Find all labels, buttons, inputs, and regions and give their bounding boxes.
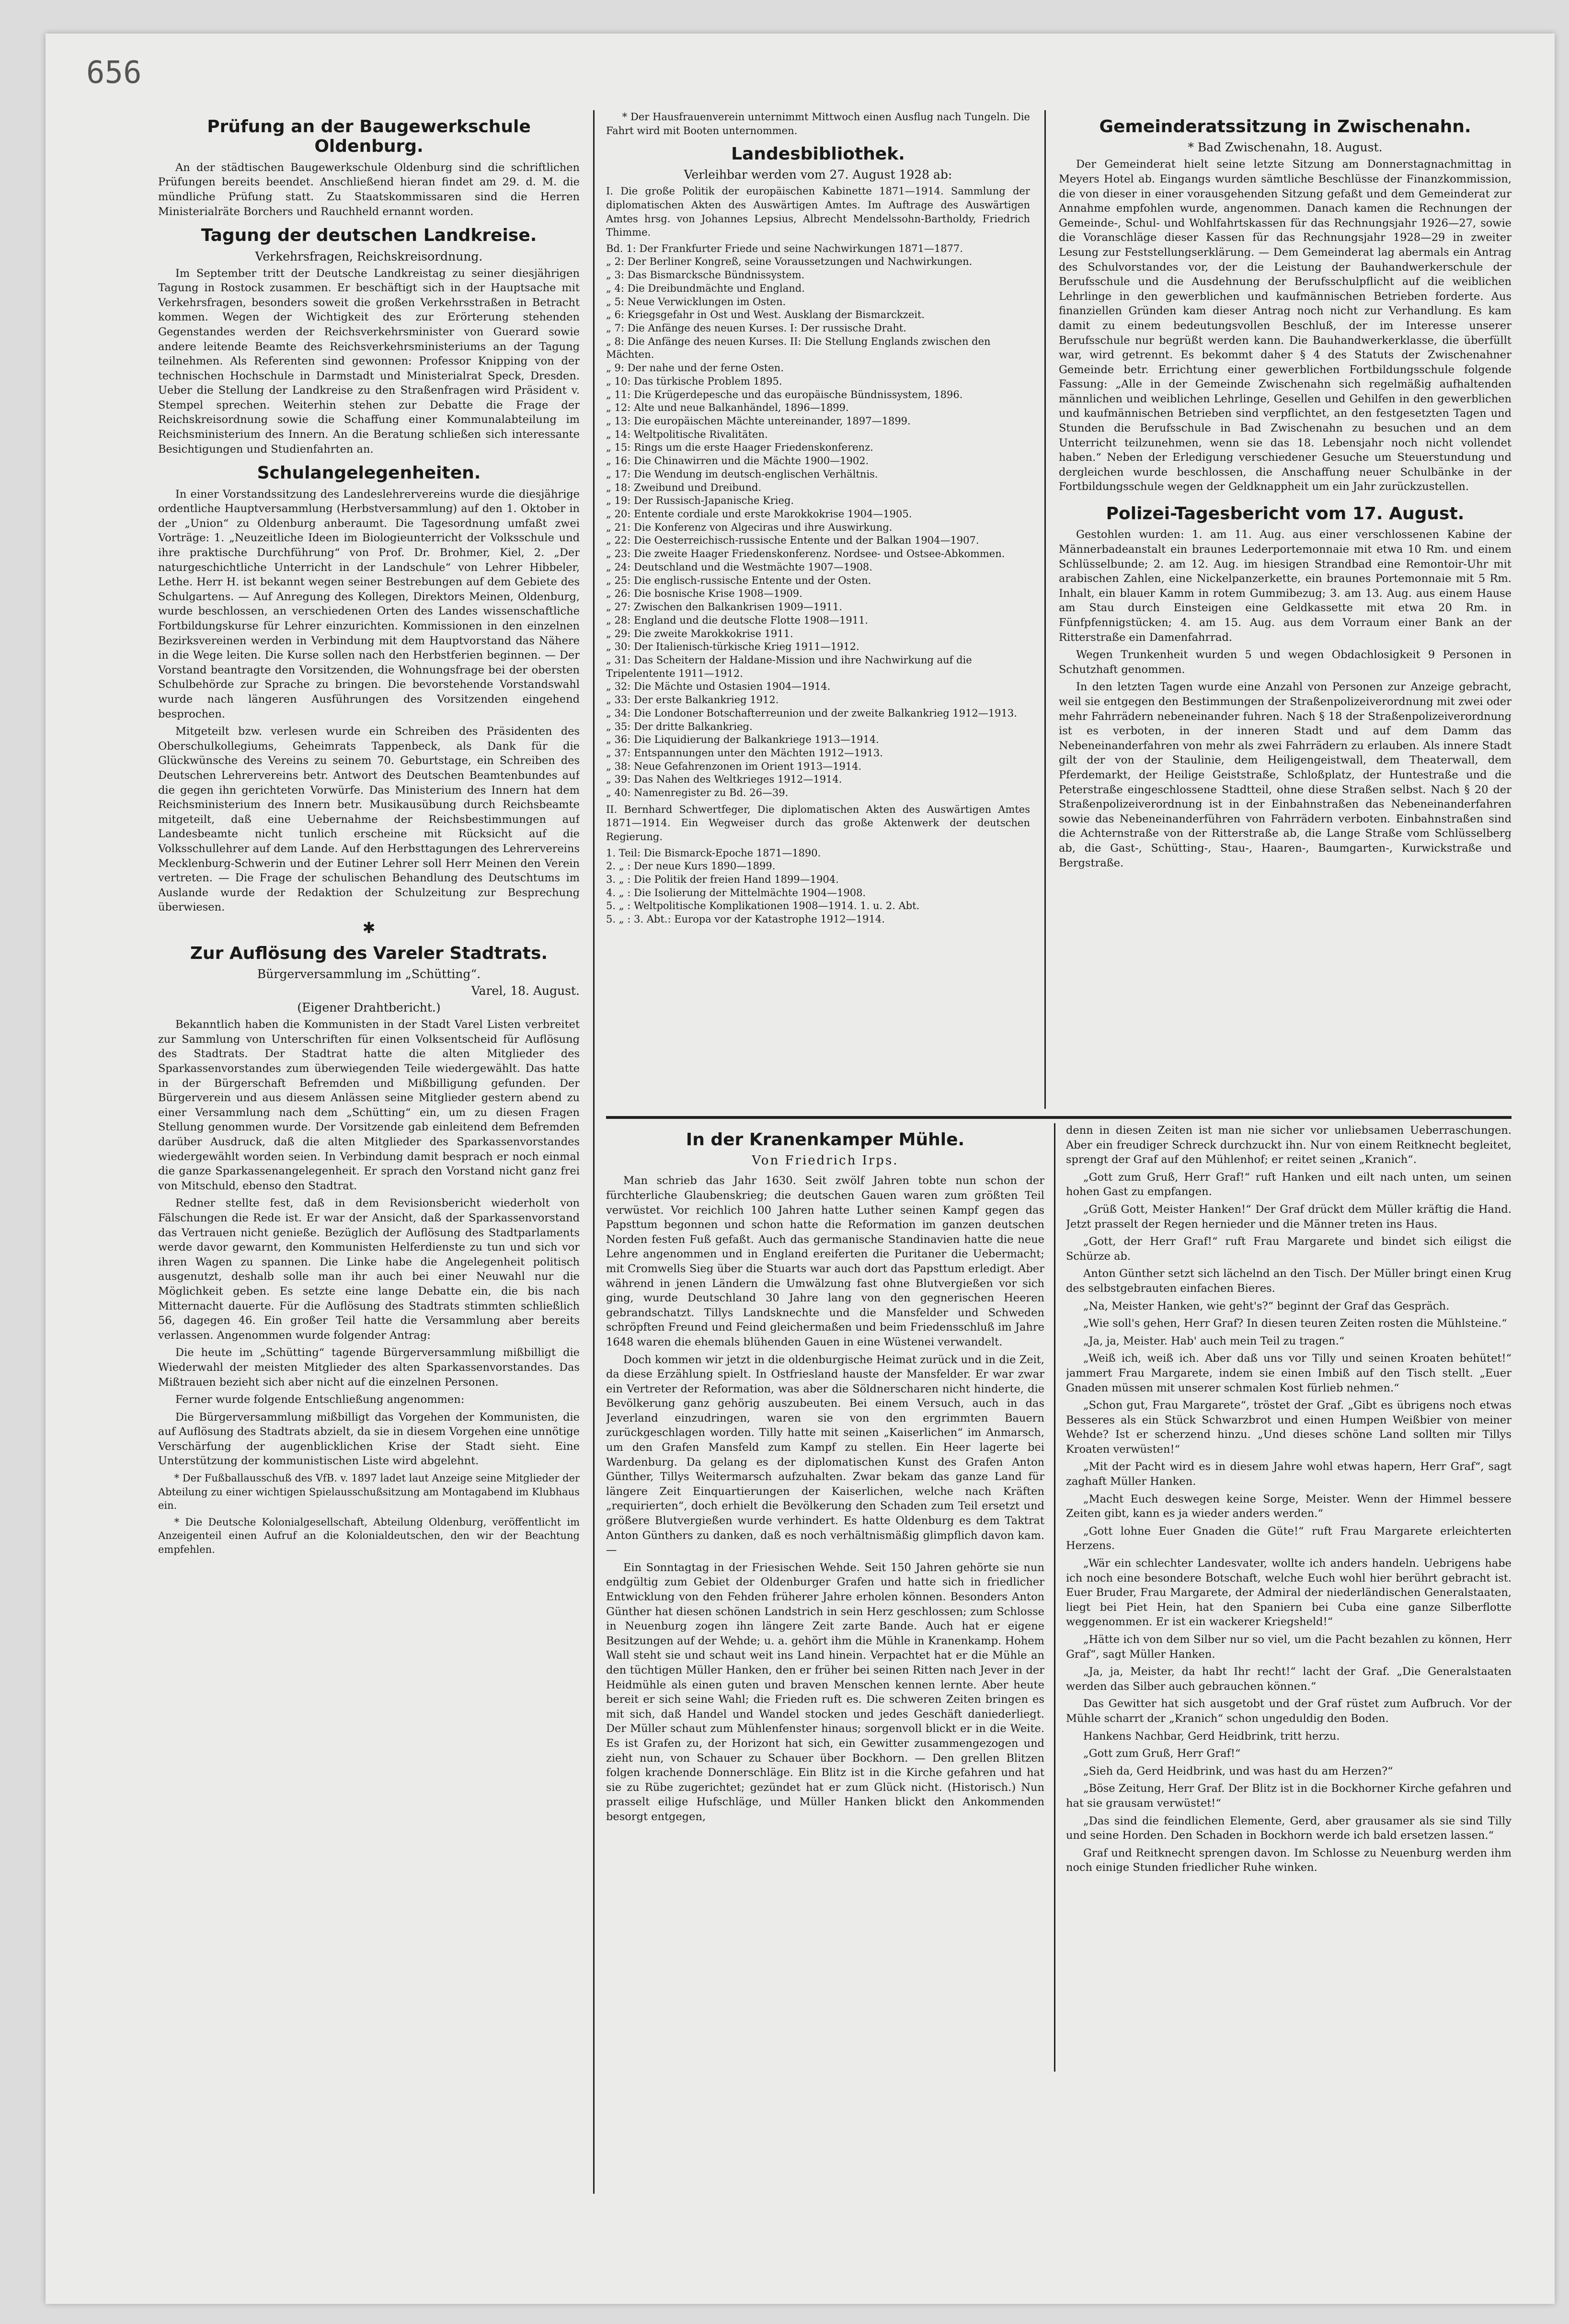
list-item: „ 14: Weltpolitische Rivalitäten.	[606, 428, 768, 440]
article-text: In einer Vorstandssitzung des Landeslehrervereins wurde die diesjährige ordentliche Hauptversammlung (Herbstversammlung) auf den 1. Oktober in der „Union“ zu Oldenburg anberaumt. Die Tagesordnung umfaßt zwei Vorträge: 1. „Neuzeitliche Ideen im Biologieunterricht der Volksschule und ihre praktische Durchführung“ von Prof. Dr. Brohmer, Kiel, 2. „Der naturgeschichtliche Unterricht in der Landschule“ von Lehrer Hibbeler, Lethe. Herr H. ist bekannt wegen seiner Bestrebungen auf dem Gebiete des Schulgartens. — Auf Anregung des Kollegen, Direktors Meinen, Oldenburg, wurde beschlossen, an verschiedenen Orten des Landes wissenschaftliche Fortbildungskurse für Lehrer einzurichten. Kommissionen in den einzelnen Bezirksvereinen werden in Verbindung mit dem Hauptvorstand das Nähere in die Wege leiten. Die Kurse sollen nach den Herbstferien beginnen. — Der Vorstand beantragte den Vorsitzenden, die Wohnungsfrage bei der obersten Schulbehörde zur Sprache zu bringen. Die bevorstehende Vorstandswahl wurde nach längeren Ausführungen des Vorsitzenden eingehend besprochen.	[158, 488, 580, 720]
story-text: denn in diesen Zeiten ist man nie sicher vor unliebsamen Ueberraschungen. Aber ein freudiger Schreck durchzuckt ihn. Nur von einem Reitknecht begleitet, sprengt der Graf auf den Mühlenhof; er reitet seinen „Kranich“.	[1066, 1124, 1512, 1166]
article-text: Redner stellte fest, daß in dem Revisionsbericht wiederholt von Fälschungen die Rede ist. Er war der Ansicht, daß der Sparkassenvorstand das Vertrauen nicht genieße. Bezüglich der Auflösung des Stadtparlaments werde davor gewarnt, den Kommunisten Helferdienste zu tun und sich vor ihren Wagen zu spannen. Die Linke habe die Angelegenheit politisch ausgenutzt, deshalb solle man ihr auch bei einer Neuwahl nur die Möglichkeit geben. Es setzte eine lange Debatte ein, die bis nach Mitternacht dauerte. Für die Auflösung des Stadtrats stimmten schließlich 56, dagegen 46. Ein großer Teil hatte die Versammlung aber bereits verlassen. Angenommen wurde folgender Antrag:	[158, 1197, 580, 1342]
list-item: „ 11: Die Krügerdepesche und das europäische Bündnissystem, 1896.	[606, 388, 963, 400]
list-item: „ 13: Die europäischen Mächte untereinander, 1897—1899.	[606, 415, 911, 427]
article-title: Landesbibliothek.	[731, 144, 905, 164]
article-title: Schulangelegenheiten.	[257, 463, 481, 483]
list-item: „ 31: Das Scheitern der Haldane-Mission und ihre Nachwirkung auf die Tripelentente 1911—1912.	[606, 654, 972, 679]
list-item: „ 15: Rings um die erste Haager Friedenskonferenz.	[606, 442, 873, 454]
column-rule-2	[1044, 110, 1046, 1109]
list-item: „ 28: England und die deutsche Flotte 1908—1911.	[606, 614, 869, 626]
list-item: „ 34: Die Londoner Botschafterreunion und der zweite Balkankrieg 1912—1913.	[606, 707, 1017, 719]
list-item: „ 35: Der dritte Balkankrieg.	[606, 720, 753, 732]
story-text: „Weiß ich, weiß ich. Aber daß uns vor Tilly und seinen Kroaten behütet!“ jammert Frau Margarete, indem sie einen Imbiß auf den Tisch stellt. „Euer Gnaden müssen mit unserer schmalen Kost fürlieb nehmen.“	[1066, 1352, 1512, 1394]
list-item: 3. „ : Die Politik der freien Hand 1899—1904.	[606, 873, 839, 885]
article-text: Bekanntlich haben die Kommunisten in der Stadt Varel Listen verbreitet zur Sammlung von Unterschriften für einen Volksentscheid für Auflösung des Stadtrats. Der Stadtrat hatte die alten Mitglieder des Sparkassenvorstandes zum überwiegenden Teile wiedergewählt. Das hatte in der Bürgerschaft Befremden und Mißbilligung gefunden. Der Bürgerverein und aus diesem Anlässen seine Mitglieder gestern abend zu einer Versammlung nach dem „Schütting“ ein, um zu diesen Fragen Stellung genommen wurde. Der Vorsitzende gab einleitend dem Befremden darüber Ausdruck, daß die alten Mitglieder des Sparkassenvorstandes wiedergewählt worden seien. In Verbindung damit besprach er noch einmal die ganze Sparkassenangelegenheit. Er sprach den Vorstand nicht ganz frei von Mitschuld, ebenso den Stadtrat.	[158, 1018, 580, 1192]
list-item: „ 5: Neue Verwicklungen im Osten.	[606, 296, 786, 308]
story-text: „Schon gut, Frau Margarete“, tröstet der Graf. „Gibt es übrigens noch etwas Besseres als ein Stück Schwarzbrot und einen Humpen Weißbier von meiner Wehde? Ist er scherzend hinzu. „Und dieses schöne Land sollten mir Tillys Kroaten verwüsten!“	[1066, 1399, 1512, 1456]
story-text: „Gott, der Herr Graf!“ ruft Frau Margarete und bindet sich eiligst die Schürze ab.	[1066, 1235, 1512, 1263]
article-title: Tagung der deutschen Landkreise.	[201, 226, 537, 246]
list-item: Bd. 1: Der Frankfurter Friede und seine Nachwirkungen 1871—1877.	[606, 242, 963, 254]
article-text: Wegen Trunkenheit wurden 5 und wegen Obdachlosigkeit 9 Personen in Schutzhaft genommen.	[1059, 649, 1512, 676]
list-item: „ 30: Der Italienisch-türkische Krieg 1911—1912.	[606, 641, 859, 653]
story-text: „Wie soll's gehen, Herr Graf? In diesen teuren Zeiten rosten die Mühlsteine.“	[1083, 1317, 1507, 1330]
article-text: An der städtischen Baugewerkschule Oldenburg sind die schriftlichen Prüfungen bereits beendet. Anschließend hieran findet am 29. d. M. die mündliche Prüfung statt. Zu Staatskommissaren sind die Herren Ministerialräte Borchers und Rauchheld ernannt worden.	[158, 161, 580, 218]
article-text: Mitgeteilt bzw. verlesen wurde ein Schreiben des Präsidenten des Oberschulkollegiums, Geheimrats Tappenbeck, als Dank für die Glückwünsche des Vereins zu seinem 70. Geburtstage, ein Schreiben des Deutschen Lehrervereins betr. Antwort des Deutschen Beamtenbundes auf die gegen ihn gerichteten Vorwürfe. Das Ministerium des Innern hat dem Reichsministerium des Innern betr. Musikausübung durch Reichsbeamte mitgeteilt, daß eine Uebernahme der Reichsbestimmungen auf Landesbeamte nicht tunlich erscheine mit Rücksicht auf die Volksschullehrer auf dem Lande. Auf den Herbsttagungen des Lehrervereins Mecklenburg-Schwerin und der Eutiner Lehrer soll Herr Meinen den Verein vertreten. — Die Frage der schulischen Behandlung des Deutschtums im Auslande wurde der Redaktion der Schulzeitung zur Besprechung überwiesen.	[158, 725, 580, 914]
list-item: „ 20: Entente cordiale und erste Marokkokrise 1904—1905.	[606, 508, 912, 520]
article-title: Prüfung an der Baugewerkschule Oldenburg.	[207, 117, 531, 157]
story-text: Hankens Nachbar, Gerd Heidbrink, tritt herzu.	[1083, 1730, 1340, 1743]
list-item: „ 27: Zwischen den Balkankrisen 1909—1911.	[606, 601, 842, 613]
list-item: „ 10: Das türkische Problem 1895.	[606, 375, 782, 387]
list-item: „ 23: Die zweite Haager Friedenskonferenz. Nordsee- und Ostsee-Abkommen.	[606, 548, 1005, 560]
story-author: Von Friedrich Irps.	[752, 1153, 899, 1168]
list-item: „ 33: Der erste Balkankrieg 1912.	[606, 694, 779, 706]
column-right	[1059, 110, 1512, 1106]
article-title: Polizei-Tagesbericht vom 17. August.	[1106, 504, 1465, 524]
list-item: „ 3: Das Bismarcksche Bündnissystem.	[606, 269, 805, 281]
column-rule-1	[593, 110, 595, 2194]
list-item: „ 32: Die Mächte und Ostasien 1904—1914.	[606, 681, 831, 693]
story-text: „Böse Zeitung, Herr Graf. Der Blitz ist in die Bockhorner Kirche gefahren und hat sie grausam verwüstet!“	[1066, 1782, 1512, 1810]
article-text: In den letzten Tagen wurde eine Anzahl von Personen zur Anzeige gebracht, weil sie entgegen den Bestimmungen der Straßenpolizeiverordnung mit zwei oder mehr Fahrrädern nebeneinander fuhren. Nach § 18 der Straßenpolizeiverordnung ist es verboten, in der inneren Stadt und auf dem Damm das Nebeneinanderfahren von mehr als zwei Fahrrädern zu erlauben. Als innere Stadt gilt der von der Staulinie, dem Heiligengeistwall, dem Theaterwall, dem Pferdemarkt, der Heilige Geiststraße, Schloßplatz, der Huntestraße und die Peterstraße eingeschlossene Stadtteil, ohne diese Straßen selbst. Nach § 20 der Straßenpolizeiverordnung ist in der Einbahnstraßen das Nebeneinanderfahren sowie das Nebeneinanderführen von Fahrrädern verboten. Einbahnstraßen sind die Achternstraße von der Ritterstraße ab, die Lange Straße vom Schlüsselberg ab, die Gast-, Schütting-, Stau-, Haaren-, Baumgarten-, Kurwickstraße und Bergstraße.	[1059, 681, 1512, 869]
story-text: „Ja, ja, Meister, da habt Ihr recht!“ lacht der Graf. „Die Generalstaaten werden das Silber auch gebrauchen können.“	[1066, 1665, 1512, 1693]
column-middle	[606, 110, 1030, 1106]
list-item: „ 36: Die Liquidierung der Balkankriege 1913—1914.	[606, 734, 879, 746]
story-text: „Macht Euch deswegen keine Sorge, Meister. Wenn der Himmel bessere Zeiten gibt, kann es ja wieder anders werden.“	[1066, 1492, 1512, 1520]
column-left	[158, 110, 580, 2194]
story-text: Man schrieb das Jahr 1630. Seit zwölf Jahren tobte nun schon der fürchterliche Glaubenskrieg; die deutschen Gauen waren zum größten Teil verwüstet. Vor reichlich 100 Jahren hatte Luther seinen Kampf gegen das Papsttum begonnen und schon hatte die Reformation im ganzen deutschen Norden festen Fuß gefaßt. Auch das germanische Standinavien hatte die neue Lehre angenommen und in England ereiferten die Puritaner die Uebermacht; mit Cromwells Sieg über die Stuarts war auch dort das Papsttum erledigt. Aber während in jenen Ländern die Umwälzung fast ohne Blutvergießen vor sich ging, wurde Deutschland 30 Jahre lang von den gegnerischen Heeren gebrandschatzt. Tillys Landsknechte und die Mansfelder und Schweden schröpften Freund und Feind gleichermaßen und beim Friedensschluß im Jahre 1648 waren die ehemals blühenden Gauen in eine Wüstenei verwandelt.	[606, 1174, 1044, 1348]
story-text: Das Gewitter hat sich ausgetobt und der Graf rüstet zum Aufbruch. Vor der Mühle scharrt der „Kranich“ schon ungeduldig den Boden.	[1066, 1697, 1512, 1725]
horizontal-rule	[606, 1116, 1512, 1119]
list-item: „ 12: Alte und neue Balkanhändel, 1896—1899.	[606, 402, 849, 414]
list-item: „ 2: Der Berliner Kongreß, seine Voraussetzungen und Nachwirkungen.	[606, 256, 973, 268]
story-text: „Sieh da, Gerd Heidbrink, und was hast du am Herzen?“	[1083, 1765, 1393, 1777]
notice: * Der Hausfrauenverein unternimmt Mittwoch einen Ausflug nach Tungeln. Die Fahrt wird mit Booten unternommen.	[606, 111, 1030, 137]
list-item: „ 22: Die Oesterreichisch-russische Entente und der Balkan 1904—1907.	[606, 535, 979, 547]
list-item: „ 38: Neue Gefahrenzonen im Orient 1913—1914.	[606, 760, 862, 772]
story-text: „Grüß Gott, Meister Hanken!“ Der Graf drückt dem Müller kräftig die Hand. Jetzt prasselt der Regen hernieder und die Männer treten ins Haus.	[1066, 1203, 1512, 1230]
article-title: Zur Auflösung des Vareler Stadtrats.	[190, 943, 548, 963]
page-number: 656	[86, 55, 142, 91]
article-subtitle: Verkehrsfragen, Reichskreisordnung.	[255, 249, 483, 263]
list-item: „ 18: Zweibund und Dreibund.	[606, 481, 762, 493]
notice: * Der Fußballausschuß des VfB. v. 1897 ladet laut Anzeige seine Mitglieder der Abteilung zu einer wichtigen Spielausschußsitzung am Montagabend im Klubhaus ein.	[158, 1472, 580, 1512]
list-item: „ 8: Die Anfänge des neuen Kurses. II: Die Stellung Englands zwischen den Mächten.	[606, 335, 991, 361]
story-text: „Wär ein schlechter Landesvater, wollte ich anders handeln. Uebrigens habe ich noch eine besondere Botschaft, welche Euch wohl hier berührt gebracht ist. Euer Bruder, Frau Margarete, der Admiral der niederländischen Generalstaaten, liegt bei Piet Hein, hat den Spaniern bei Cuba eine ganze Silberflotte weggenommen. Er ist ein wackerer Kriegsheld!“	[1066, 1557, 1512, 1629]
list-item: „ 24: Deutschland und die Westmächte 1907—1908.	[606, 561, 872, 573]
list-item: 4. „ : Die Isolierung der Mittelmächte 1904—1908.	[606, 887, 866, 899]
article-subtitle: Bürgerversammlung im „Schütting“.	[257, 967, 481, 981]
story-text: Anton Günther setzt sich lächelnd an den Tisch. Der Müller bringt einen Krug des selbstgebrauten einfachen Bieres.	[1066, 1267, 1512, 1295]
list-item: „ 40: Namenregister zu Bd. 26—39.	[606, 787, 789, 799]
list-heading: I. Die große Politik der europäischen Kabinette 1871—1914. Sammlung der diplomatischen Akten des Auswärtigen Amtes. Im Auftrage des Auswärtigen Amtes hrsg. von Johannes Lepsius, Albrecht Mendelssohn-Bartholdy, Friedrich Thimme.	[606, 185, 1030, 239]
story-text: „Gott zum Gruß, Herr Graf!“ ruft Hanken und eilt nach unten, um seinen hohen Gast zu empfangen.	[1066, 1171, 1512, 1198]
list-item: „ 16: Die Chinawirren und die Mächte 1900—1902.	[606, 455, 869, 467]
story-text: „Gott lohne Euer Gnaden die Güte!“ ruft Frau Margarete erleichterten Herzens.	[1066, 1525, 1512, 1552]
list-item: 5. „ : Weltpolitische Komplikationen 1908—1914. 1. u. 2. Abt.	[606, 900, 920, 912]
story-column-1	[606, 1123, 1044, 2072]
story-text: Doch kommen wir jetzt in die oldenburgische Heimat zurück und in die Zeit, da diese Erzählung spielt. In Ostfriesland hauste der Mansfelder. Er war zwar ein Vertreter der Reformation, was aber die Söldnerscharen nicht hinderte, die Bevölkerung ganz gehörig auszubeuten. Bei einem Versuch, auch in das Jeverland einzudringen, waren sie von den ergrimmten Bauern zurückgeschlagen worden. Tilly hatte mit seinen „Kaiserlichen“ im Anmarsch, um den Grafen Mansfeld zum Kampf zu stellen. Ein Heer lagerte bei Wardenburg. Da gelang es der diplomatischen Kunst des Grafen Anton Günther, Tillys Weitermarsch aufzuhalten. Zwar bekam das ganze Land für längere Zeit Einquartierungen der Kaiserlichen, welche nach Kräften „requirierten“, doch erhielt die Bevölkerung den Schaden zum Teil ersetzt und größere Blutvergießen wurde verhindert. Es hatte Oldenburg es dem Taktrat Anton Günthers zu danken, daß es noch verhältnismäßig glimpflich davon kam. —	[606, 1353, 1044, 1557]
list-item: 5. „ : 3. Abt.: Europa vor der Katastrophe 1912—1914.	[606, 913, 885, 925]
list-item: „ 29: Die zweite Marokkokrise 1911.	[606, 627, 793, 639]
list-item: „ 39: Das Nahen des Weltkrieges 1912—1914.	[606, 774, 842, 786]
story-text: „Hätte ich von dem Silber nur so viel, um die Pacht bezahlen zu können, Herr Graf“, sagt Müller Hanken.	[1066, 1633, 1512, 1661]
section-separator: ✱	[362, 918, 376, 937]
dateline: * Bad Zwischenahn, 18. August.	[1188, 140, 1383, 155]
story-text: „Das sind die feindlichen Elemente, Gerd, aber grausamer als sie sind Tilly und seine Horden. Den Schaden in Bockhorn werde ich bald ersetzen lassen.“	[1066, 1814, 1512, 1842]
book-list-2	[606, 847, 1030, 926]
article-text: Ferner wurde folgende Entschließung angenommen:	[175, 1393, 465, 1406]
article-text: Der Gemeinderat hielt seine letzte Sitzung am Donnerstagnachmittag in Meyers Hotel ab. Eingangs wurden sämtliche Beschlüsse der Finanzkommission, die von dieser in einer vorausgehenden Sitzung gefaßt und dem Gemeinderat zur Annahme empfohlen wurde, angenommen. Danach kamen die Rechnungen der Gemeinde-, Schul- und Wohlfahrtskassen für das Rechnungsjahr 1926—27, sowie die Voranschläge dieser Kassen für das Rechnungsjahr 1928—29 in zweiter Lesung zur Feststellungserklärung. — Dem Gemeinderat lag abermals ein Antrag des Schulvorstandes vor, der die Leistung der Bauhandwerkerschule der Berufsschule und die Ausdehnung der Berufsschulpflicht auf die weiblichen Lehrlinge in den gewerblichen und kaufmännischen Betrieben forderte. Aus finanziellen Gründen kam dieser Antrag noch nicht zur Verhandlung. Es kam damit zu einem bedeutungsvollen Beschluß, der im Interesse unserer Berufsschule nur begrüßt werden kann. Die Bauhandwerkerklasse, die überfüllt war, wird getrennt. Es bekommt daher § 4 des Statuts der Zwischenahner Gemeinde betr. Errichtung einer gewerblichen Fortbildungsschule folgende Fassung: „Alle in der Gemeinde Zwischenahn sich regelmäßig aufhaltenden männlichen und weiblichen Lehrlinge, Gesellen und Gehilfen in den gewerblichen und kaufmännischen Betrieben sind verpflichtet, an den festgesetzten Tagen und Stunden die Berufsschule in Bad Zwischenahn zu besuchen und an dem Unterricht teilzunehmen, wenn sie das 18. Lebensjahr noch nicht vollendet haben.“ Neben der Erledigung verschiedener Gesuche um Steuerstundung und dergleichen wurde beschlossen, die Anschaffung neuer Schulbänke in der Fortbildungsschule wegen der Geldknappheit um ein Jahr zurückzustellen.	[1059, 158, 1512, 493]
article-text: Im September tritt der Deutsche Landkreistag zu seiner diesjährigen Tagung in Rostock zusammen. Er beschäftigt sich in der Hauptsache mit Verkehrsfragen, besonders soweit die großen Verkehrsstraßen in Betracht kommen. Wegen der Wichtigkeit des zur Erörterung stehenden Gegenstandes werden der Reichsverkehrsminister von Guerard sowie andere leitende Beamte des Reichsverkehrsministeriums an der Tagung teilnehmen. Als Referenten sind gewonnen: Professor Knipping von der technischen Hochschule in Darmstadt und Ministerialrat Speck, Dresden. Ueber die Stellung der Landkreise zu den Straßenfragen wird Präsident v. Stempel sprechen. Weiterhin stehen zur Debatte die Frage der Reichskreisordnung sowie die Schaffung einer Kommunalabteilung im Reichsministerium des Innern. An die Beratung schließen sich interessante Besichtigungen und Studienfahrten an.	[158, 267, 580, 456]
list-item: „ 19: Der Russisch-Japanische Krieg.	[606, 495, 794, 507]
list-heading: II. Bernhard Schwertfeger, Die diplomatischen Akten des Auswärtigen Amtes 1871—1914. Ein Wegweiser durch das große Aktenwerk der deutschen Regierung.	[606, 803, 1030, 843]
story-text: „Na, Meister Hanken, wie geht's?“ beginnt der Graf das Gespräch.	[1083, 1299, 1450, 1312]
credit-line: (Eigener Drahtbericht.)	[297, 1001, 441, 1015]
list-item: „ 9: Der nahe und der ferne Osten.	[606, 362, 784, 374]
article-text: Gestohlen wurden: 1. am 11. Aug. aus einer verschlossenen Kabine der Männerbadeanstalt ein braunes Lederportemonnaie mit etwa 10 Rm. und einem Schlüsselbunde; 2. am 12. Aug. im hiesigen Strandbad eine Remontoir-Uhr mit arabischen Zahlen, eine Nickelpanzerkette, ein braunes Portemonnaie mit 5 Rm. Inhalt, ein blauer Kamm in rotem Gummibezug; 3. am 13. Aug. aus einem Hause am Stau durch Einsteigen eine Geldkassette mit etwa 20 Rm. in Fünfpfennigstücken; 4. am 15. Aug. aus dem Vorraum einer Bank an der Ritterstraße ein Damenfahrrad.	[1059, 528, 1512, 644]
story-text: „Gott zum Gruß, Herr Graf!“	[1083, 1747, 1241, 1760]
list-item: „ 26: Die bosnische Krise 1908—1909.	[606, 588, 802, 600]
list-item: „ 25: Die englisch-russische Entente und der Osten.	[606, 574, 871, 586]
article-subtitle: Verleihbar werden vom 27. August 1928 ab:	[684, 168, 952, 182]
list-item: 1. Teil: Die Bismarck-Epoche 1871—1890.	[606, 847, 821, 859]
story-text: Ein Sonntagtag in der Friesischen Wehde. Seit 150 Jahren gehörte sie nun endgültig zum Gebiet der Oldenburger Grafen und hatte sich in friedlicher Entwicklung von den Fehden früherer Jahre erholen können. Besonders Anton Günther hat diesen schönen Landstrich in sein Herz geschlossen; zum Schlosse in Neuenburg zogen ihn längere Zeit zarte Bande. Auch hat er eigene Besitzungen auf der Wehde; u. a. gehört ihm die Mühle in Kranenkamp. Hohem Wall steht sie und schaut weit ins Land hinein. Verpachtet hat er die Mühle an den tüchtigen Müller Hanken, den er früher bei seinen Ritten nach Jever in der Heidmühle als einen guten und braven Menschen kennen lernte. Aber heute bereit er sich seine Wahl; die Frieden ruft es. Die schweren Zeiten bringen es mit sich, daß Handel und Wandel stocken und jedes Geschäft daniederliegt. Der Müller schaut zum Mühlenfenster hinaus; sorgenvoll blickt er in die Weite. Es ist Grafen zu, der Horizont hat sich, ein Gewitter zusammengezogen und zieht nun, von Schauer zu Schauer über Bockhorn. — Den grellen Blitzen folgen krachende Donnerschläge. Ein Blitz ist in die Kirche gefahren und hat sie zu Rübe zugerichtet; gezündet hat er zum Glück nicht. (Historisch.) Nun prasselt eilige Hufschläge, und Müller Hanken blickt den Ankommenden besorgt entgegen,	[606, 1561, 1044, 1823]
list-item: „ 17: Die Wendung im deutsch-englischen Verhältnis.	[606, 468, 878, 480]
book-list	[606, 242, 1030, 800]
article-text: Die heute im „Schütting“ tagende Bürgerversammlung mißbilligt die Wiederwahl der meisten Mitglieder des alten Sparkassenvorstandes. Das Mißtrauen bezieht sich aber nicht auf die einzelnen Personen.	[158, 1346, 580, 1389]
story-text: „Mit der Pacht wird es in diesem Jahre wohl etwas hapern, Herr Graf“, sagt zaghaft Müller Hanken.	[1066, 1460, 1512, 1488]
list-item: „ 21: Die Konferenz von Algeciras und ihre Auswirkung.	[606, 521, 893, 533]
list-item: 2. „ : Der neue Kurs 1890—1899.	[606, 860, 776, 872]
list-item: „ 7: Die Anfänge des neuen Kurses. I: Der russische Draht.	[606, 322, 906, 334]
dateline: Varel, 18. August.	[471, 984, 580, 998]
story-title: In der Kranenkamper Mühle.	[686, 1130, 965, 1150]
story-text: „Ja, ja, Meister. Hab' auch mein Teil zu tragen.“	[1083, 1334, 1345, 1347]
notice: * Die Deutsche Kolonialgesellschaft, Abteilung Oldenburg, veröffentlicht im Anzeigenteil einen Aufruf an die Kolonialdeutschen, den wir der Beachtung empfehlen.	[158, 1516, 580, 1555]
list-item: „ 6: Kriegsgefahr in Ost und West. Ausklang der Bismarckzeit.	[606, 309, 925, 321]
story-column-2	[1066, 1123, 1512, 2072]
feuilleton-section	[606, 1123, 1512, 2081]
article-title: Gemeinderatssitzung in Zwischenahn.	[1099, 117, 1471, 137]
list-item: „ 37: Entspannungen unter den Mächten 1912—1913.	[606, 747, 883, 759]
list-item: „ 4: Die Dreibundmächte und England.	[606, 282, 805, 294]
story-text: Graf und Reitknecht sprengen davon. Im Schlosse zu Neuenburg werden ihm noch einige Stunden friedlicher Ruhe winken.	[1066, 1846, 1512, 1874]
article-text: Die Bürgerversammlung mißbilligt das Vorgehen der Kommunisten, die auf Auflösung des Stadtrats abzielt, da sie in diesem Vorgehen eine unnötige Verschärfung der augenblicklichen Krise der Stadt sieht. Eine Unterstützung der kommunistischen Liste wird abgelehnt.	[158, 1411, 580, 1468]
